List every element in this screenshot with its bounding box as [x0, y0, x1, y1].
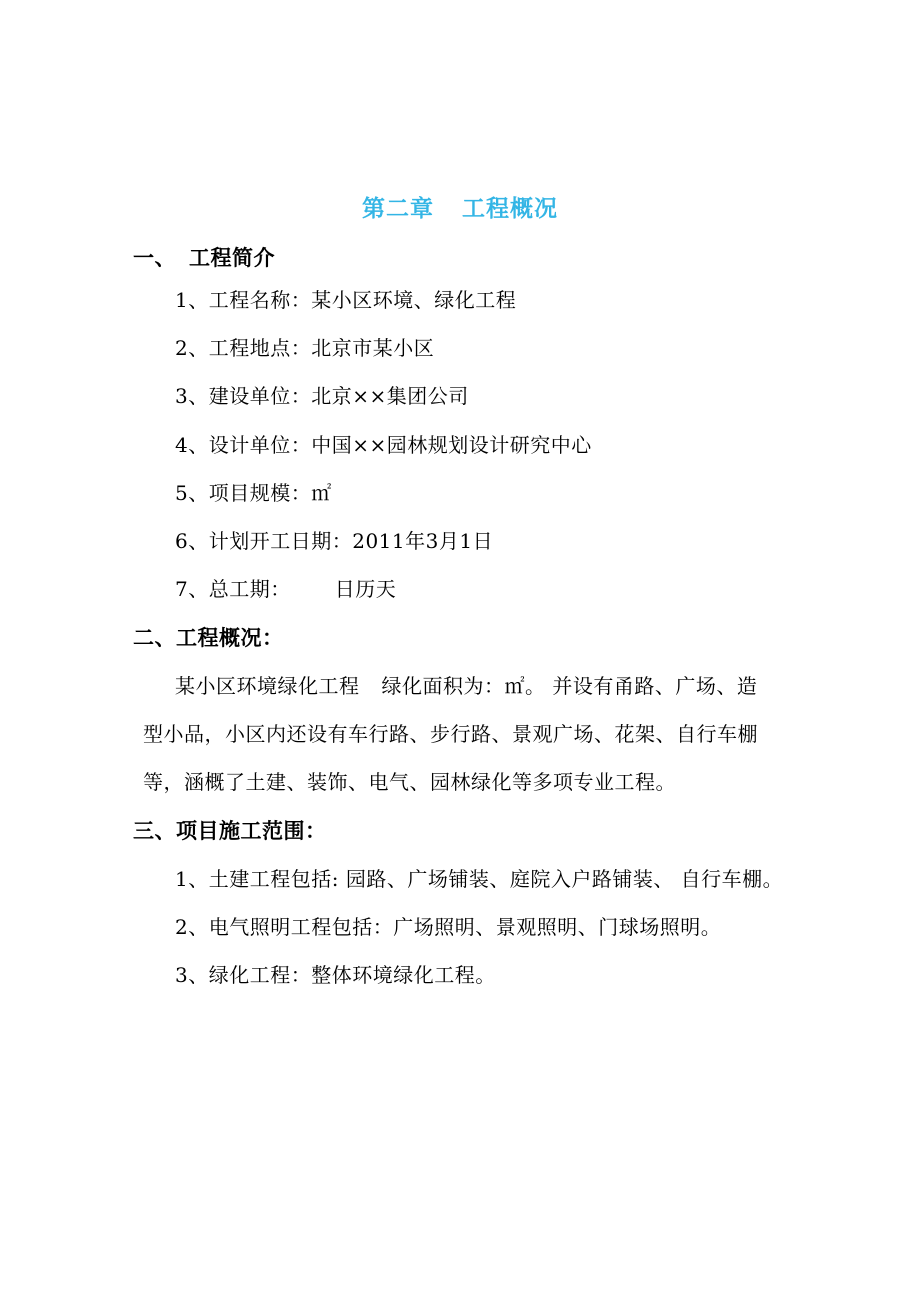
section1-item-5: 5、项目规模：㎡: [175, 481, 332, 505]
section3-item-3: 3、绿化工程：整体环境绿化工程。: [175, 963, 496, 987]
section1-number: 一、: [133, 246, 176, 270]
section2-para-part2: 绿化面积为：㎡。 并设有甬路、广场、造: [381, 674, 758, 698]
chapter-name: 工程概况: [462, 196, 558, 222]
section1-title: 工程简介: [189, 246, 275, 270]
section1-item-1: 1、工程名称：某小区环境、绿化工程: [175, 288, 517, 312]
total-duration-value: 日历天: [334, 577, 397, 601]
section1-item-4: 4、设计单位：中国××园林规划设计研究中心: [175, 433, 592, 457]
section1-item-2: 2、工程地点：北京市某小区: [175, 336, 435, 360]
section2-para-line-1: [175, 672, 757, 700]
section1-item-6: 6、计划开工日期：2011年3月1日: [175, 529, 494, 553]
section1-heading: [133, 244, 275, 272]
section2-heading: 二、工程概况：: [133, 626, 284, 650]
section1-item-7: [175, 575, 396, 603]
chapter-number: 第二章: [362, 196, 434, 222]
section1-item-3: 3、建设单位：北京××集团公司: [175, 384, 469, 408]
section3-item-1: 1、土建工程包括: 园路、广场铺装、庭院入户路铺装、 自行车棚。: [175, 867, 784, 891]
section3-item-2: 2、电气照明工程包括：广场照明、景观照明、门球场照明。: [175, 915, 722, 939]
section2-para-line-3: 等，涵概了土建、装饰、电气、园林绿化等多项专业工程。: [143, 770, 676, 794]
section3-heading: 三、项目施工范围：: [133, 819, 327, 843]
section2-para-part1: 某小区环境绿化工程: [175, 674, 360, 698]
chapter-title: [0, 193, 920, 225]
section2-para-line-2: 型小品，小区内还设有车行路、步行路、景观广场、花架、自行车棚: [143, 722, 758, 746]
total-duration-label: 7、总工期：: [175, 577, 291, 601]
